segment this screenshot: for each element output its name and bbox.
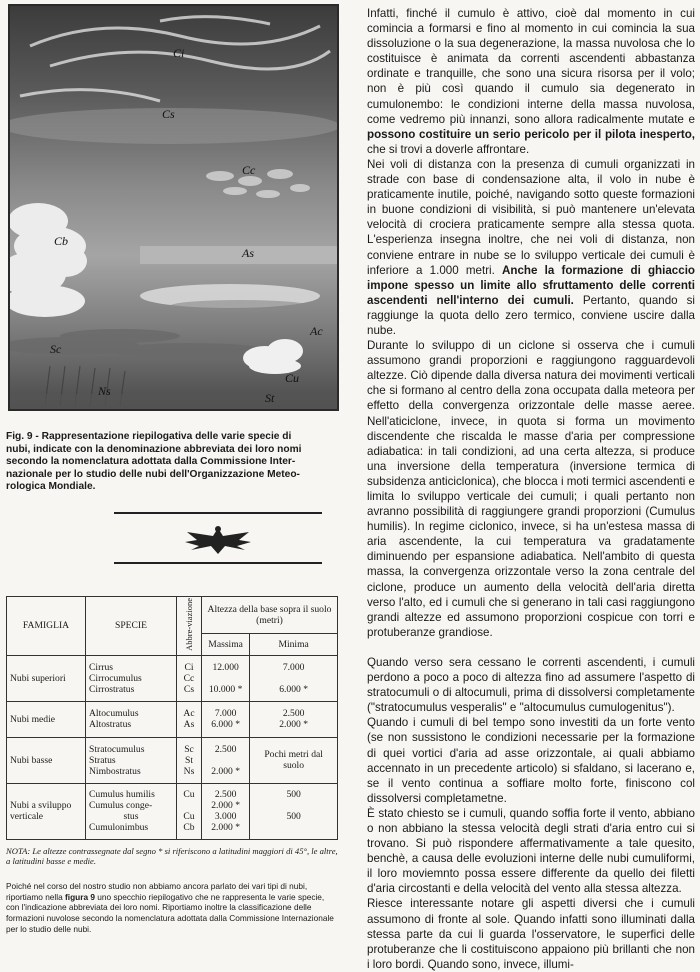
label-cs: Cs (162, 107, 175, 121)
label-cc: Cc (242, 163, 256, 177)
caption-line: secondo la nomenclatura adottata dalla Commissione Inter- (6, 456, 296, 468)
paragraph: Infatti, finché il cumulo è attivo, cioè dal momento in cui comincia a formarsi e fino al momento in cui comincia la sua dissoluzione o la sua degenerazione, la massa nuvolosa che lo costituisce è animata da correnti ascendenti abbastanza ordinate e tranquille, che sono una sicura risorsa per il volo; non è più così quando il cumulo sia degenerato in cumulonembo: le condizioni interne della massa nuvolosa, come vedremo più innanzi, sono allora radicalmente mutate e possono costituire un serio pericolo per il pilota inesperto, che si trovi a doverle affrontare. (367, 7, 695, 156)
specie-cell: Stratocumulus Stratus Nimbostratus (86, 737, 177, 783)
col-altezza: Altezza della base sopra il suolo (metri) (202, 596, 338, 633)
massima-cell: 7.000 6.000 * (202, 701, 250, 737)
abbr-cell: Ci Cc Cs (177, 655, 202, 701)
caption-line: rologica Mondiale. (6, 481, 96, 493)
intro-paragraph: Poiché nel corso del nostro studio non abbiamo ancora parlato dei vari tipi di nubi, riportiamo nella figura 9 uno specchio riepilogativo che ne rappresenta le varie specie, con l'indicazione abbreviata dei loro nomi. Riportiamo inoltre la classificazione delle formazioni nuvolose secondo la nomenclatura adottata dalla Commissione Internazionale per lo studio delle nubi. (6, 880, 334, 935)
massima-cell: 2.500 2.000 * 3.000 2.000 * (202, 783, 250, 839)
cloud-classification-table (6, 596, 338, 840)
table-note: NOTA: Le altezze contrassegnate dal segno * si riferiscono a latitudini maggiori di 45°, le altre, a latitudini basse e medie. (6, 845, 338, 867)
label-cu: Cu (285, 371, 300, 385)
eagle-separator (6, 512, 342, 566)
minima-cell: 500 500 (250, 783, 338, 839)
table-row (7, 783, 338, 839)
paragraph: È stato chiesto se i cumuli, quando soffia forte il vento, abbiano o non abbiano la stessa velocità degli strati d'aria entro cui si trovano. Si può rispondere affermativamente a tale quesito, benchè, a causa delle evoluzioni interne delle nubi cumuliformi, il loro moviemnto possa essere differente da quello dei filetti d'aria circostanti e della velocità del vento alla stessa altezza. (367, 806, 695, 896)
table-row (7, 701, 338, 737)
label-ci: Ci (173, 46, 185, 60)
separator-line-top (114, 512, 322, 514)
abbr-cell: Sc St Ns (177, 737, 202, 783)
figure-caption (6, 431, 342, 494)
right-column (367, 6, 695, 972)
label-ac: Ac (310, 324, 323, 338)
abbr-cell: Cu Cu Cb (177, 783, 202, 839)
col-abbreviazione: Abbre-viazione (177, 596, 202, 655)
table-row (7, 655, 338, 701)
col-specie: SPECIE (86, 596, 177, 655)
famiglia-cell: Nubi medie (7, 701, 86, 737)
left-column (6, 4, 342, 935)
paragraph: Nei voli di distanza con la presenza di cumuli organizzati in strade con base di condensazione alta, il volo in nube è praticamente inutile, poiché, navigando sotto queste formazioni in buone condizioni di visibilità, si può mantenere un'elevata velocità di crociera praticamente sempre alla stessa quota. L'esperienza insegna inoltre, che nei voli di distanza, non conviene entrare in nube se lo sviluppo verticale dei cumuli è inferiore a 1.000 metri. Anche la formazione di ghiaccio impone spesso un limite allo sfruttamento delle correnti ascendenti nell'interno dei cumuli. Pertanto, quando si raggiunge la quota dello zero termico, conviene uscire dalla nube. (367, 157, 695, 337)
label-ns: Ns (98, 384, 111, 398)
eagle-icon (183, 520, 253, 560)
minima-cell: 2.500 2.000 * (250, 701, 338, 737)
separator-line-bottom (114, 562, 322, 564)
minima-cell: Pochi metri dal suolo (250, 737, 338, 783)
abbr-cell: Ac As (177, 701, 202, 737)
caption-line: Fig. 9 - Rappresentazione riepilogativa delle varie specie di (6, 431, 292, 442)
specie-cell: Altocumulus Altostratus (86, 701, 177, 737)
col-massima: Massima (202, 633, 250, 655)
caption-line: nubi, indicate con la denominazione abbreviata dei loro nomi (6, 443, 302, 455)
paragraph: Durante lo sviluppo di un ciclone si osserva che i cumuli assumono grandi proporzioni e raggiungono ragguardevoli altezze. Ciò dipende dalla diversa natura dei movimenti verticali che si formano al centro della zona occupata dalla meteora per effetto della convergenza orizzontale delle masse aeree. Nell'aticiclone, invece, in quota si forma un movimento discendente che riscalda le masse d'aria per compressione adiabatica: in tali condizioni, ad una certa altezza, si produce una inversione della temperatura (inversione termica di subsidenza anticiclonica), che blocca i moti termici ascendenti e limita lo sviluppo verticale dei cumuli; i quali pertanto non avranno possibilità di raggiungere grandi proporzioni (Cumulus humilis). In regime ciclonico, invece, si ha un'estesa massa di aria ascendente, la cui temperatura va gradatamente diminuendo per espansione adiabatica. Nell'ambito di questa massa, la convergenza orizzontale verso la zona centrale del ciclone, produce un aumento della velocità dell'aria diretta verso l'alto, ed i cumuli che si generano in tali casi raggiungono grandi altezze ed assumono proporzioni cospicue con torri e protuberanze grandiose. (367, 339, 696, 639)
famiglia-cell: Nubi basse (7, 737, 86, 783)
specie-cell: Cirrus Cirrocumulus Cirrostratus (86, 655, 177, 701)
specie-cell: Cumulus humilis Cumulus conge- stus Cumulonimbus (86, 783, 177, 839)
famiglia-cell: Nubi superiori (7, 655, 86, 701)
col-minima: Minima (250, 633, 338, 655)
label-sc: Sc (50, 342, 62, 356)
paragraph: Quando verso sera cessano le correnti ascendenti, i cumuli perdono a poco a poco di altezza fino ad assumere l'aspetto di stratocumuli o di altocumuli, prima di dissolversi completamente ("stratocumulus vesperalis" e "altocumulus cumulogenitus"). (367, 655, 695, 715)
massima-cell: 2.500 2.000 * (202, 737, 250, 783)
label-st: St (265, 391, 275, 405)
massima-cell: 12.000 10.000 * (202, 655, 250, 701)
minima-cell: 7.000 6.000 * (250, 655, 338, 701)
famiglia-cell: Nubi a sviluppo verticale (7, 783, 86, 839)
paragraph: Riesce interessante notare gli aspetti diversi che i cumuli assumono di fronte al sole. Quando infatti sono illuminati dalla stessa parte da cui li guarda l'osservatore, le superfici delle protuberanze che li costituiscono appaiono più brillanti che non i loro bordi. Quando sono, invece, illumi- (367, 897, 695, 971)
paragraph: Quando i cumuli di bel tempo sono investiti da un forte vento (se non sussistono le condizioni necessarie per la formazione di quei vortici d'aria ad asse orizzontale, ai quali abbiamo accennato in un precedente articolo) si sfaldano, si lacerano e, se il vento continua a soffiare molto forte, finiscono col dissolversi completametne. (367, 716, 695, 805)
col-famiglia: FAMIGLIA (7, 596, 86, 655)
caption-line: nazionale per lo studio delle nubi dell'Organizzazione Meteo- (6, 468, 300, 480)
table-row (7, 737, 338, 783)
cloud-illustration (8, 4, 339, 411)
label-cb: Cb (54, 234, 69, 248)
label-as: As (242, 246, 254, 260)
